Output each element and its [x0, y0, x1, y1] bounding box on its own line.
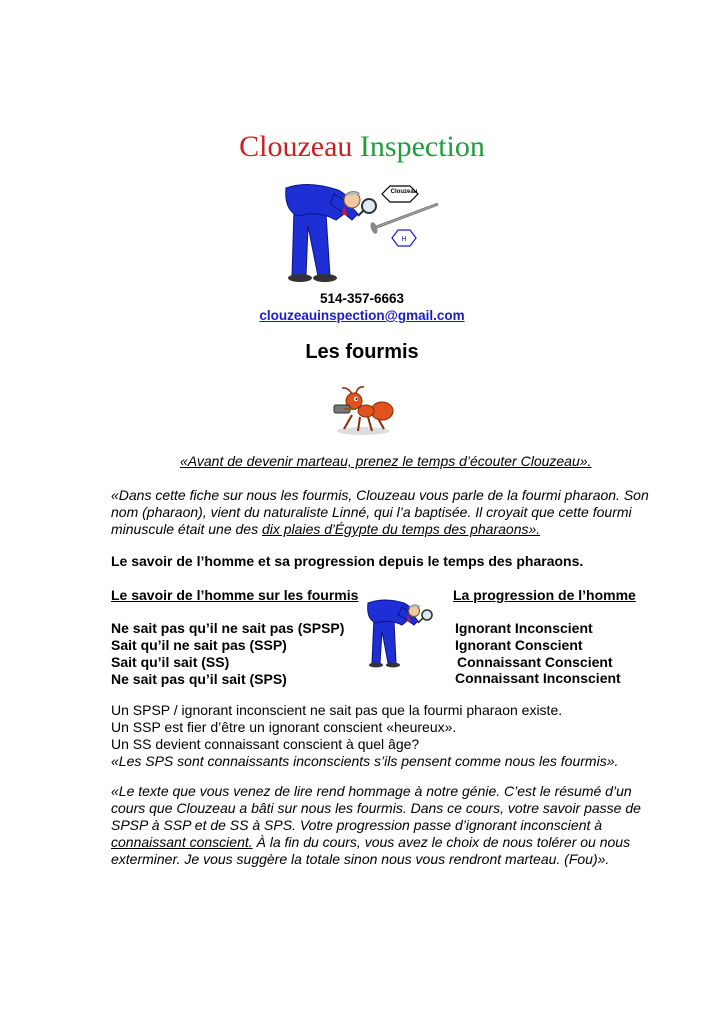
table-row-left: Ne sait pas qu’il sait (SPS)	[111, 671, 287, 687]
col-header-progression: La progression de l’homme	[453, 587, 636, 603]
table-row-left: Ne sait pas qu’il ne sait pas (SPSP)	[111, 620, 345, 636]
explanations	[111, 702, 671, 770]
title-clouzeau: Clouzeau	[239, 130, 353, 163]
closing-line: cours que Clouzeau a bâti sur nous les fourmis. Dans ce cours, votre savoir passe de	[111, 800, 641, 816]
section-heading: Le savoir de l’homme et sa progression depuis le temps des pharaons.	[111, 553, 584, 569]
explanation-line: Un SSP est fier d’être un ignorant conscient «heureux».	[111, 719, 457, 735]
inspector-illustration	[278, 180, 448, 284]
explanation-line: Un SS devient connaissant conscient à quel âge?	[111, 736, 420, 752]
closing-line-rest: À la fin du cours, vous avez le choix de nous tolérer ou nous	[252, 834, 631, 850]
phone-number: 514-357-6663	[319, 291, 405, 306]
svg-text:H: H	[401, 236, 407, 243]
closing-line: SPSP à SSP et de SS à SPS. Votre progression passe d’ignorant inconscient à	[111, 817, 603, 833]
table-row-left: Sait qu’il ne sait pas (SSP)	[111, 637, 287, 653]
table-row-right: Ignorant Conscient	[455, 637, 583, 653]
page-title: Les fourmis	[305, 341, 419, 363]
explanation-line: Un SPSP / ignorant inconscient ne sait pas que la fourmi pharaon existe.	[111, 702, 563, 718]
table-row-left: Sait qu’il sait (SS)	[111, 654, 230, 670]
logo-stamp-text: Clouzeau	[390, 189, 418, 195]
intro-paragraph	[111, 487, 671, 538]
closing-paragraph	[111, 783, 671, 868]
title-inspection: Inspection	[359, 130, 485, 163]
intro-line: nom (pharaon), vient du naturaliste Linné, qui l’a baptisée. Il croyait que cette fourmi	[111, 504, 632, 520]
closing-line	[111, 834, 671, 851]
closing-underlined: connaissant conscient.	[111, 834, 253, 850]
intro-line: «Dans cette fiche sur nous les fourmis, Clouzeau vous parle de la fourmi pharaon. Son	[111, 487, 649, 503]
table-row-right: Connaissant Inconscient	[455, 670, 621, 686]
inspector-small-illustration	[364, 597, 440, 669]
ant-illustration	[330, 385, 396, 437]
table-row-right: Connaissant Conscient	[457, 654, 613, 670]
intro-line-text: minuscule était une des	[111, 521, 262, 537]
closing-line: «Le texte que vous venez de lire rend hommage à notre génie. C’est le résumé d’un	[111, 783, 632, 799]
email-link[interactable]: clouzeauinspection@gmail.com	[259, 308, 465, 323]
table-row-right: Ignorant Inconscient	[455, 620, 593, 636]
company-title	[0, 128, 724, 166]
table-left-column	[111, 620, 344, 688]
intro-line	[111, 521, 671, 538]
col-header-savoir: Le savoir de l’homme sur les fourmis	[111, 587, 359, 603]
egypt-plagues-link[interactable]: dix plaies d'Égypte du temps des pharaons».	[261, 521, 541, 537]
explanation-line-italic: «Les SPS sont connaissants inconscients s’ils pensent comme nous les fourmis».	[111, 753, 619, 769]
quote: «Avant de devenir marteau, prenez le temps d’écouter Clouzeau».	[180, 453, 592, 469]
closing-line: exterminer. Je vous suggère la totale sinon nous vous rendront marteau. (Fou)».	[111, 851, 610, 867]
